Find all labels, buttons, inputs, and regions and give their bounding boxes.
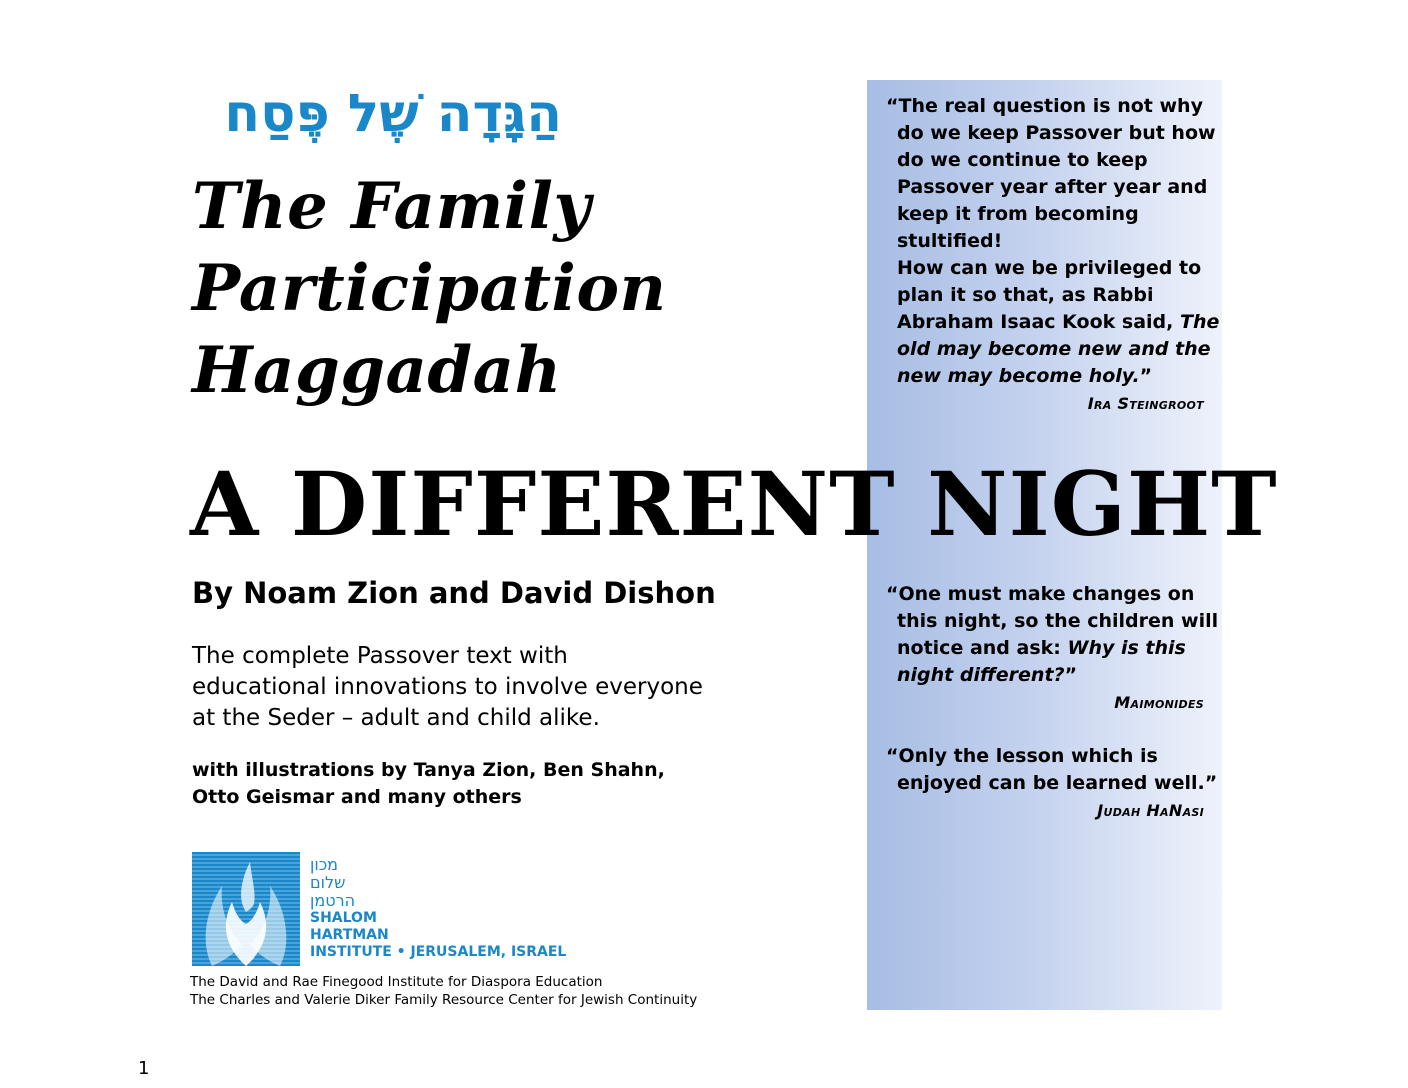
quote-line — [886, 662, 1216, 689]
quote-italic: night different? — [897, 664, 1065, 686]
quote-line — [886, 635, 1216, 662]
quote-attribution: Maimonides — [1114, 693, 1204, 712]
illustrations-line: Otto Geismar and many others — [192, 786, 522, 808]
quote-line: “The real question is not why — [886, 95, 1203, 117]
description-line: educational innovations to involve everyone — [192, 674, 703, 700]
logo-english-line: INSTITUTE • JERUSALEM, ISRAEL — [310, 944, 567, 960]
title-line: The Family — [192, 169, 592, 244]
quote-line: do we keep Passover but how — [897, 122, 1216, 144]
quote-line: this night, so the children will — [897, 610, 1219, 632]
book-title — [192, 166, 752, 412]
center-line: The Charles and Valerie Diker Family Resource Center for Jewish Continuity — [190, 992, 698, 1008]
quote-line — [886, 363, 1216, 390]
quote-line: stultified! — [897, 230, 1003, 252]
authors: By Noam Zion and David Dishon — [192, 576, 716, 610]
quote-closing: ” — [1064, 664, 1078, 686]
logo-english-line: HARTMAN — [310, 927, 389, 943]
quote-text: notice and ask: — [897, 637, 1061, 659]
quote-italic: old may become new and the — [897, 338, 1211, 360]
quote-steingroot — [886, 93, 1220, 417]
quote-line: do we continue to keep — [897, 149, 1148, 171]
quote-line: Passover year after year and — [897, 176, 1208, 198]
illustrations-credit — [192, 757, 792, 811]
quote-line: plan it so that, as Rabbi — [897, 284, 1154, 306]
hartman-flame-logo-icon — [192, 852, 300, 966]
quote-line — [886, 309, 1220, 336]
affiliated-centers — [190, 973, 697, 1009]
quote-line: keep it from becoming — [897, 203, 1139, 225]
logo-english-line: SHALOM — [310, 910, 377, 926]
logo-hebrew-line: מכון — [310, 855, 339, 874]
quote-line: “Only the lesson which is — [886, 745, 1158, 767]
title-line: Participation — [192, 251, 667, 326]
hebrew-title: הַגָּדָה שֶׁל פֶּסַח — [224, 84, 562, 144]
quote-line: How can we be privileged to — [897, 257, 1202, 279]
description-line: at the Seder – adult and child alike. — [192, 705, 600, 731]
main-title: A DIFFERENT NIGHT — [190, 452, 1278, 556]
quote-italic: new may become holy. — [897, 365, 1140, 387]
title-line: Haggadah — [192, 333, 562, 408]
quote-italic: Why is this — [1067, 637, 1186, 659]
illustrations-line: with illustrations by Tanya Zion, Ben Shahn, — [192, 759, 665, 781]
center-line: The David and Rae Finegood Institute for Diaspora Education — [190, 974, 603, 990]
quote-judah-hanasi — [886, 743, 1216, 824]
page-number: 1 — [138, 1058, 150, 1079]
quote-closing: ” — [1139, 365, 1153, 387]
quote-attribution: Judah HaNasi — [1097, 801, 1204, 820]
quote-text: Abraham Isaac Kook said, — [897, 311, 1174, 333]
quote-italic: The — [1180, 311, 1220, 333]
quote-line — [886, 336, 1216, 363]
quote-maimonides — [886, 581, 1219, 716]
logo-hebrew-line: הרטמן — [310, 891, 356, 910]
description — [192, 641, 792, 734]
description-line: The complete Passover text with — [192, 643, 568, 669]
quote-line: “One must make changes on — [886, 583, 1195, 605]
hartman-logo-text — [310, 856, 566, 961]
quote-attribution: Ira Steingroot — [1087, 394, 1204, 413]
logo-english-lines — [310, 910, 566, 961]
quote-line: enjoyed can be learned well.” — [897, 772, 1218, 794]
logo-hebrew-line: שלום — [310, 873, 346, 892]
